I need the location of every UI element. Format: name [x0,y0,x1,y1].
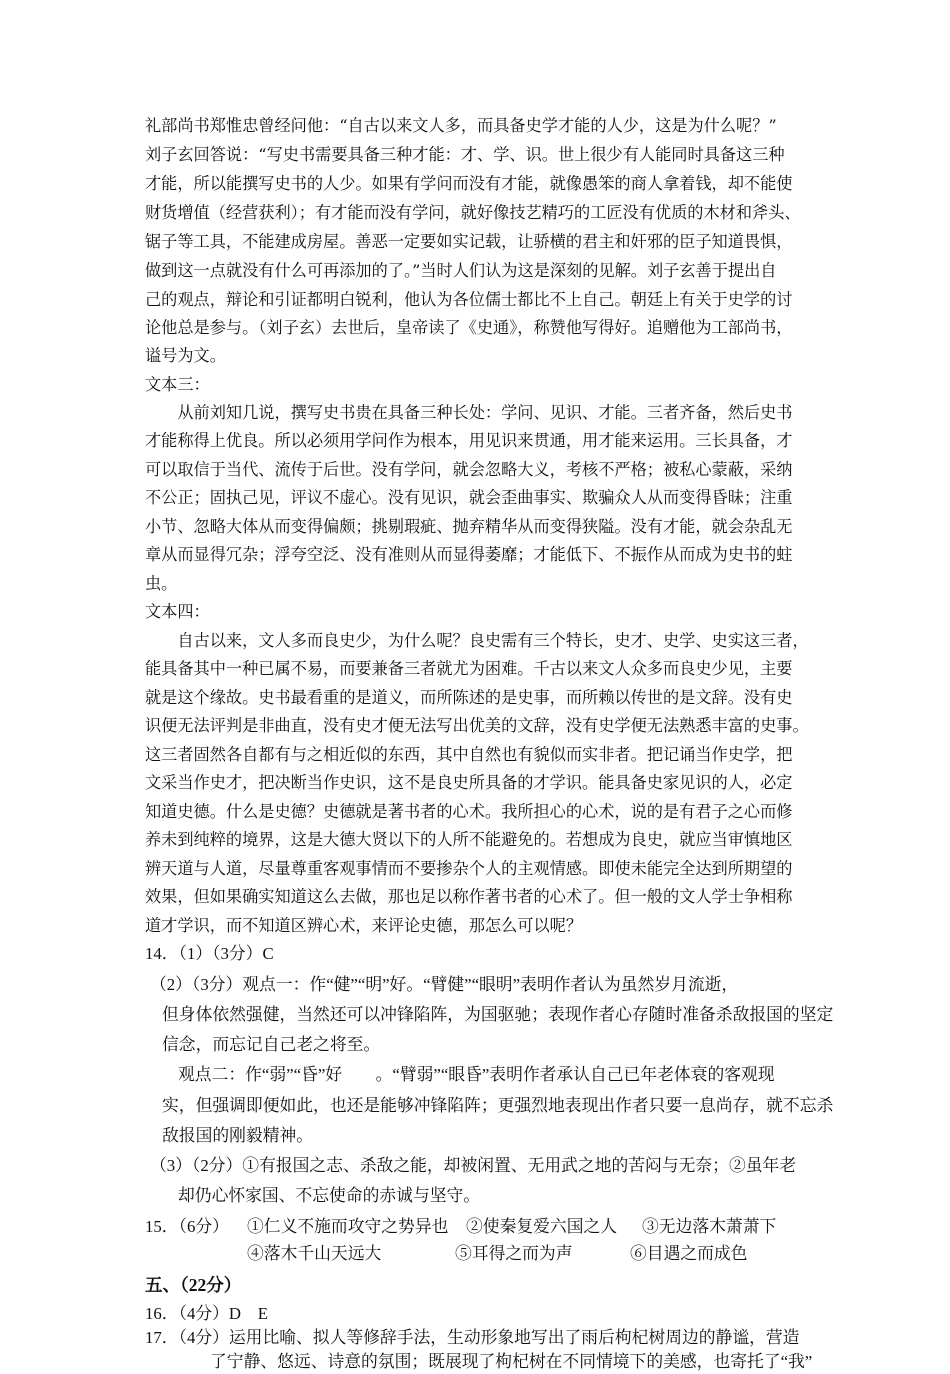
text-line: 能具备其中一种已属不易，而要兼备三者就尤为困难。千古以来文人众多而良史少见，主要 [145,659,793,678]
text-line: 辨天道与人道，尽量尊重客观事情而不要掺杂个人的主观情感。即使未能完全达到所期望的 [145,859,793,878]
text-line: 虫。 [145,574,178,593]
answer-15-item: ④落木千山天远大 [247,1244,382,1263]
text-line: 这三者固然各自都有与之相近似的东西，其中自然也有貌似而实非者。把记诵当作史学，把 [145,745,793,764]
text-line: 刘子玄回答说：“写史书需要具备三种才能：才、学、识。世上很少有人能同时具备这三种 [145,145,785,164]
answer-15-item: ②使秦复爱六国之人 [466,1217,618,1236]
text-line: 小节、忽略大体从而变得偏颇；挑剔瑕疵、抛弃精华从而变得狭隘。没有才能，就会杂乱无 [145,517,793,536]
section-heading: 文本四： [145,602,210,621]
answer-14-1: 14．（1）（3分）C [145,944,274,963]
text-line: 己的观点，辩论和引证都明白锐利，他认为各位儒士都比不上自己。朝廷上有关于史学的讨 [145,290,793,309]
answer-17-line: 了宁静、悠远、诗意的氛围；既展现了枸杞树在不同情境下的美感，也寄托了“我” [210,1352,813,1371]
section-five-heading: 五、（22分） [145,1275,242,1295]
answer-14-2-line: （2）（3分）观点一：作“健”“明”好。“臂健”“眼明”表明作者认为虽然岁月流逝， [150,975,739,994]
text-line: 章从而显得冗杂；浮夸空泛、没有准则从而显得萎靡；才能低下、不振作从而成为史书的蛀 [145,545,793,564]
answer-16: 16．（4分）D E [145,1304,269,1323]
answer-14-2-line: 观点二：作“弱”“昏”好 。“臂弱”“眼昏”表明作者承认自己已年老体衰的客观现 [178,1065,775,1084]
text-line: 论他总是参与。（刘子玄）去世后，皇帝读了《史通》，称赞他写得好。追赠他为工部尚书， [145,318,793,337]
answer-17-line: 17．（4分）运用比喻、拟人等修辞手法，生动形象地写出了雨后枸杞树周边的静谧，营造 [145,1328,800,1347]
answer-14-2-line: 信念，而忘记自己老之将至。 [162,1035,381,1054]
answer-14-2-line: 但身体依然强健，当然还可以冲锋陷阵，为国驱驰；表现作者心存随时准备杀敌报国的坚定 [162,1005,834,1024]
text-line: 就是这个缘故。史书最看重的是道义，而所陈述的是史事，而所赖以传世的是文辞。没有史 [145,688,793,707]
text-line: 效果，但如果确实知道这么去做，那也足以称作著书者的心术了。但一般的文人学士争相称 [145,887,793,906]
text-line: 做到这一点就没有什么可再添加的了。”当时人们认为这是深刻的见解。刘子玄善于提出自 [145,261,777,280]
text-line: 礼部尚书郑惟忠曾经问他：“自古以来文人多，而具备史学才能的人少，这是为什么呢？” [145,116,777,135]
text-line: 才能称得上优良。所以必须用学问作为根本，用见识来贯通，用才能来运用。三长具备，才 [145,431,793,450]
text-line: 锯子等工具，不能建成房屋。善恶一定要如实记载，让骄横的君主和奸邪的臣子知道畏惧， [145,232,793,251]
text-line: 谥号为文。 [145,346,226,365]
text-line: 识便无法评判是非曲直，没有史才便无法写出优美的文辞，没有史学便无法熟悉丰富的史事。 [145,716,809,735]
answer-15-item: ①仁义不施而攻守之势异也 [247,1217,449,1236]
text-line: 知道史德。什么是史德？史德就是著书者的心术。我所担心的心术，说的是有君子之心而修 [145,802,793,821]
text-line: 可以取信于当代、流传于后世。没有学问，就会忽略大义，考核不严格；被私心蒙蔽，采纳 [145,460,793,479]
answer-14-3-line: 却仍心怀家国、不忘使命的赤诚与坚守。 [178,1186,481,1205]
answer-14-2-line: 实，但强调即便如此，也还是能够冲锋陷阵；更强烈地表现出作者只要一息尚存，就不忘杀 [162,1096,834,1115]
text-line: 文采当作史才，把决断当作史识，这不是良史所具备的才学识。能具备史家见识的人，必定 [145,773,793,792]
text-line: 养未到纯粹的境界，这是大德大贤以下的人所不能避免的。若想成为良史，就应当审慎地区 [145,830,793,849]
text-line: 财货增值（经营获利）；有才能而没有学问，就好像技艺精巧的工匠没有优质的木材和斧头、 [145,203,801,222]
answer-15-item: ⑥目遇之而成色 [630,1244,748,1263]
answer-15-item: ③无边落木萧萧下 [642,1217,777,1236]
answer-15-item: ⑤耳得之而为声 [455,1244,573,1263]
text-line: 不公正；固执己见，评议不虚心。没有见识，就会歪曲事实、欺骗众人从而变得昏昧；注重 [145,488,793,507]
answer-14-2-line: 敌报国的刚毅精神。 [162,1126,314,1145]
text-line: 从前刘知几说，撰写史书贵在具备三种长处：学问、见识、才能。三者齐备，然后史书 [145,403,793,422]
answer-15-label: 15．（6分） [145,1217,229,1236]
text-line: 才能，所以能撰写史书的人少。如果有学问而没有才能，就像愚笨的商人拿着钱，却不能使 [145,174,793,193]
text-line: 道才学识，而不知道区辨心术，来评论史德，那怎么可以呢？ [145,916,583,935]
text-line: 自古以来，文人多而良史少，为什么呢？良史需有三个特长，史才、史学、史实这三者， [145,631,809,650]
answer-14-3-line: （3）（2分）①有报国之志、杀敌之能，却被闲置、无用武之地的苦闷与无奈；②虽年老 [150,1156,797,1175]
section-heading: 文本三： [145,375,210,394]
